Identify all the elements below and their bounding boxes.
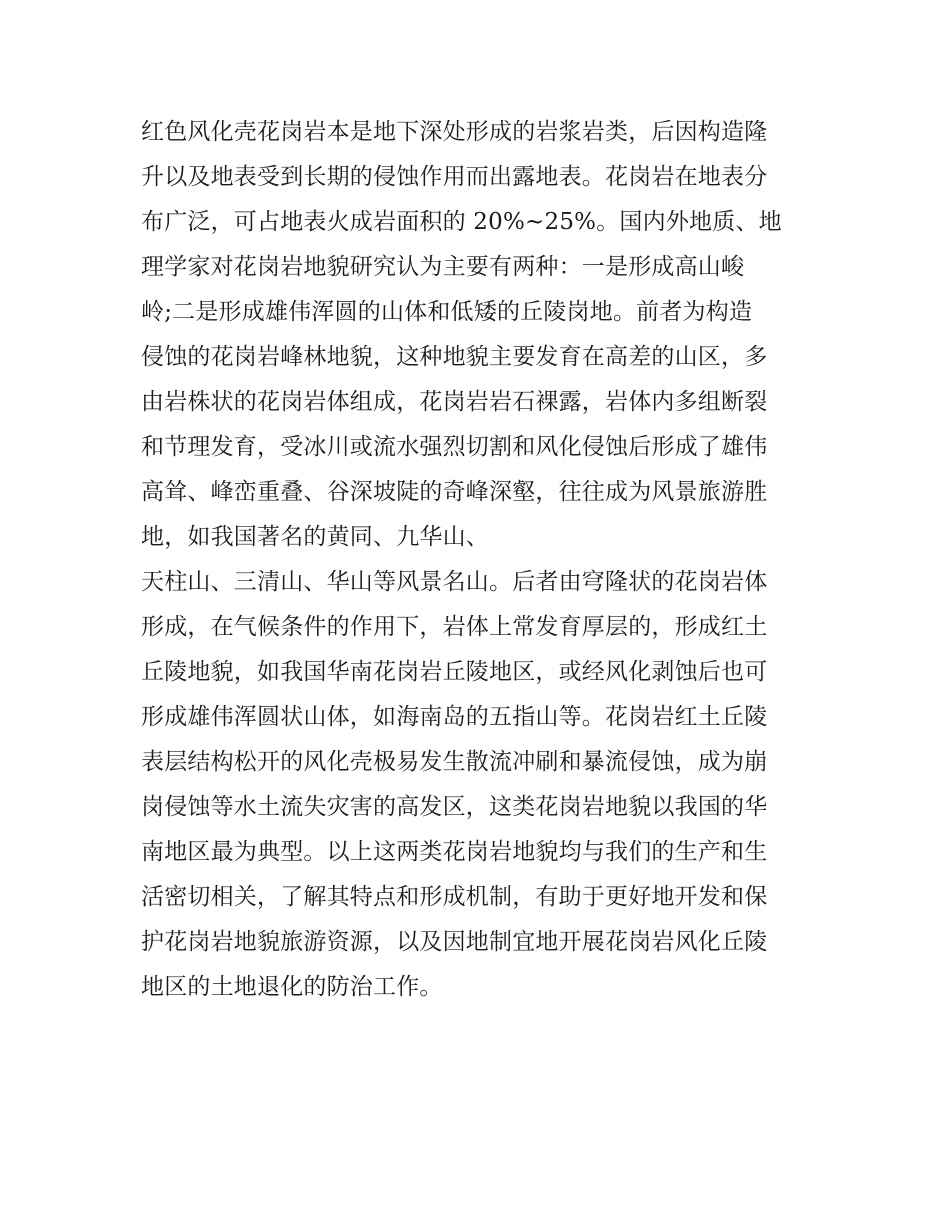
text-line: 侵蚀的花岗岩峰林地貌，这种地貌主要发育在高差的山区，多: [141, 344, 768, 370]
text-line: 形成雄伟浑圆状山体，如海南岛的五指山等。花岗岩红土丘陵: [141, 704, 768, 730]
text-line: 布广泛，可占地表火成岩面积的 20%~25%。国内外地质、地: [141, 209, 782, 235]
text-line: 丘陵地貌，如我国华南花岗岩丘陵地区，或经风化剥蚀后也可: [141, 659, 768, 685]
text-line: 表层结构松开的风化壳极易发生散流冲刷和暴流侵蚀，成为崩: [141, 749, 768, 775]
text-line: 和节理发育，受冰川或流水强烈切割和风化侵蚀后形成了雄伟: [141, 434, 768, 460]
text-line: 南地区最为典型。以上这两类花岗岩地貌均与我们的生产和生: [141, 839, 768, 865]
text-line: 岗侵蚀等水土流失灾害的高发区，这类花岗岩地貌以我国的华: [141, 794, 768, 820]
text-line: 升以及地表受到长期的侵蚀作用而出露地表。花岗岩在地表分: [141, 164, 768, 190]
text-line: 岭;二是形成雄伟浑圆的山体和低矮的丘陵岗地。前者为构造: [141, 299, 753, 325]
text-line: 天柱山、三清山、华山等风景名山。后者由穹隆状的花岗岩体: [141, 569, 768, 595]
text-line: 形成，在气候条件的作用下，岩体上常发育厚层的，形成红土: [141, 614, 768, 640]
body-paragraph: [141, 110, 821, 1010]
text-line: 活密切相关，了解其特点和形成机制，有助于更好地开发和保: [141, 884, 768, 910]
text-line: 由岩株状的花岗岩体组成，花岗岩岩石裸露，岩体内多组断裂: [141, 389, 768, 415]
text-line: 地区的土地退化的防治工作。: [141, 974, 443, 1000]
text-line: 护花岗岩地貌旅游资源，以及因地制宜地开展花岗岩风化丘陵: [141, 929, 768, 955]
text-line: 红色风化壳花岗岩本是地下深处形成的岩浆岩类，后因构造隆: [141, 119, 768, 145]
text-line: 高耸、峰峦重叠、谷深坡陡的奇峰深壑，往往成为风景旅游胜: [141, 479, 768, 505]
text-line: 理学家对花岗岩地貌研究认为主要有两种：一是形成高山峻: [141, 254, 745, 280]
text-line: 地，如我国著名的黄同、九华山、: [141, 524, 489, 550]
